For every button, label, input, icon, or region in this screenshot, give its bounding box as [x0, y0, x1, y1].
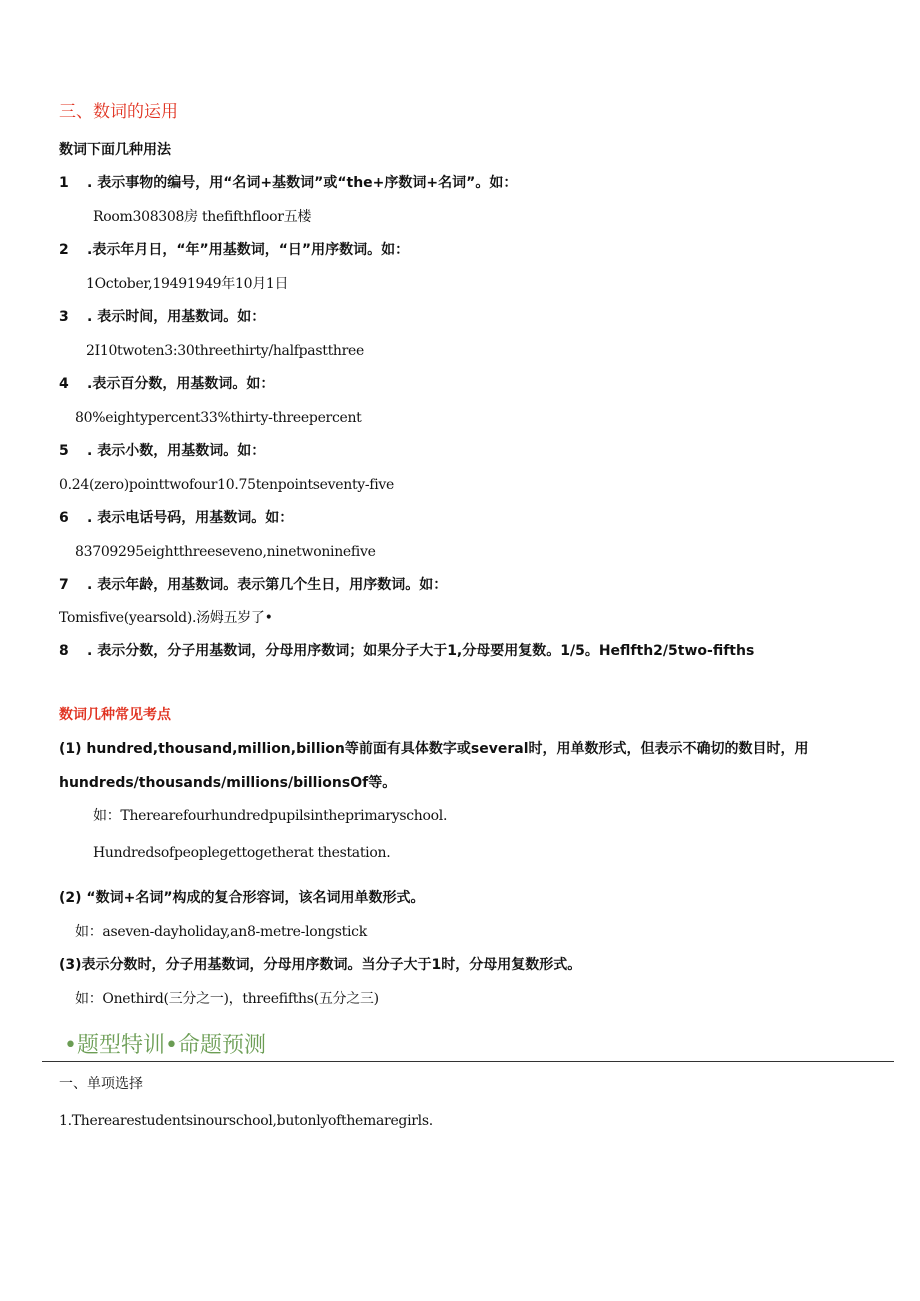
usage-6-rule — [59, 509, 293, 527]
usage-3-rule — [59, 308, 265, 326]
usage-5-rule — [59, 442, 265, 460]
usage-rule-text: . 表示分数，分子用基数词，分母用序数词；如果分子大于1,分母要用复数。1/5。Heflfth2/5two-fifths — [87, 643, 755, 659]
usage-number: 5 — [59, 443, 69, 459]
usage-7-rule — [59, 576, 447, 594]
usage-number: 7 — [59, 577, 69, 593]
usage-number: 2 — [59, 242, 69, 258]
usage-number: 6 — [59, 510, 69, 526]
usage-number: 8 — [59, 643, 69, 659]
usage-4-rule — [59, 375, 274, 393]
usage-5-example: 0.24(zero)pointtwofour10.75tenpointseventy-five — [59, 477, 394, 493]
usage-1-example: Room308308房 thefifthfloor五楼 — [93, 209, 312, 225]
usage-rule-text: . 表示时间，用基数词。如： — [87, 309, 266, 325]
usage-rule-text: .表示百分数，用基数词。如： — [87, 376, 275, 392]
exam-points-title: 数词几种常见考点 — [59, 707, 171, 723]
exercise-heading: 一、单项选择 — [59, 1076, 143, 1092]
usage-8-rule — [59, 642, 754, 660]
usage-2-example: 1October,19491949年10月1日 — [86, 276, 289, 292]
usage-rule-text: . 表示年龄，用基数词。表示第几个生日，用序数词。如： — [87, 577, 448, 593]
point-2-example: 如：aseven-dayholiday,an8-metre-longstick — [75, 924, 367, 940]
usage-number: 4 — [59, 376, 69, 392]
usage-2-rule — [59, 241, 409, 259]
usage-rule-text: . 表示事物的编号，用“名词+基数词”或“the+序数词+名词”。如： — [87, 175, 518, 191]
usage-number: 3 — [59, 309, 69, 325]
point-3-text: (3)表示分数时，分子用基数词，分母用序数词。当分子大于1时，分母用复数形式。 — [59, 957, 582, 973]
usage-7-example: Tomisfive(yearsold).汤姆五岁了• — [59, 610, 273, 626]
point-1-line-1: (1) hundred,thousand,million,billion等前面有具体数字或several时，用单数形式，但表示不确切的数目时，用 — [59, 741, 809, 757]
point-1-example-1: 如：Therearefourhundredpupilsintheprimaryschool. — [93, 808, 448, 824]
question-1: 1.Therearestudentsinourschool,butonlyofthemaregirls. — [59, 1113, 433, 1129]
point-1-example-2: Hundredsofpeoplegettogetherat thestation. — [93, 845, 391, 861]
point-3-example: 如：Onethird(三分之一)，threefifths(五分之三) — [75, 991, 379, 1007]
usage-rule-text: . 表示小数，用基数词。如： — [87, 443, 266, 459]
point-2-text: (2) “数词+名词”构成的复合形容词，该名词用单数形式。 — [59, 890, 425, 906]
section-divider — [42, 1061, 894, 1062]
usage-rule-text: .表示年月日，“年”用基数词，“日”用序数词。如： — [87, 242, 410, 258]
point-1-line-2: hundreds/thousands/millions/billionsOf等。 — [59, 775, 397, 791]
intro-text: 数词下面几种用法 — [59, 142, 171, 158]
usage-number: 1 — [59, 175, 69, 191]
usage-6-example: 83709295eightthreeseveno,ninetwoninefive — [75, 544, 376, 560]
section-title: 三、数词的运用 — [59, 102, 178, 122]
section-banner: •题型特训•命题预测 — [64, 1033, 266, 1058]
usage-rule-text: . 表示电话号码，用基数词。如： — [87, 510, 294, 526]
usage-3-example: 2I10twoten3:30threethirty/halfpastthree — [86, 343, 364, 359]
usage-1-rule — [59, 174, 517, 192]
usage-4-example: 80%eightypercent33%thirty-threepercent — [75, 410, 362, 426]
